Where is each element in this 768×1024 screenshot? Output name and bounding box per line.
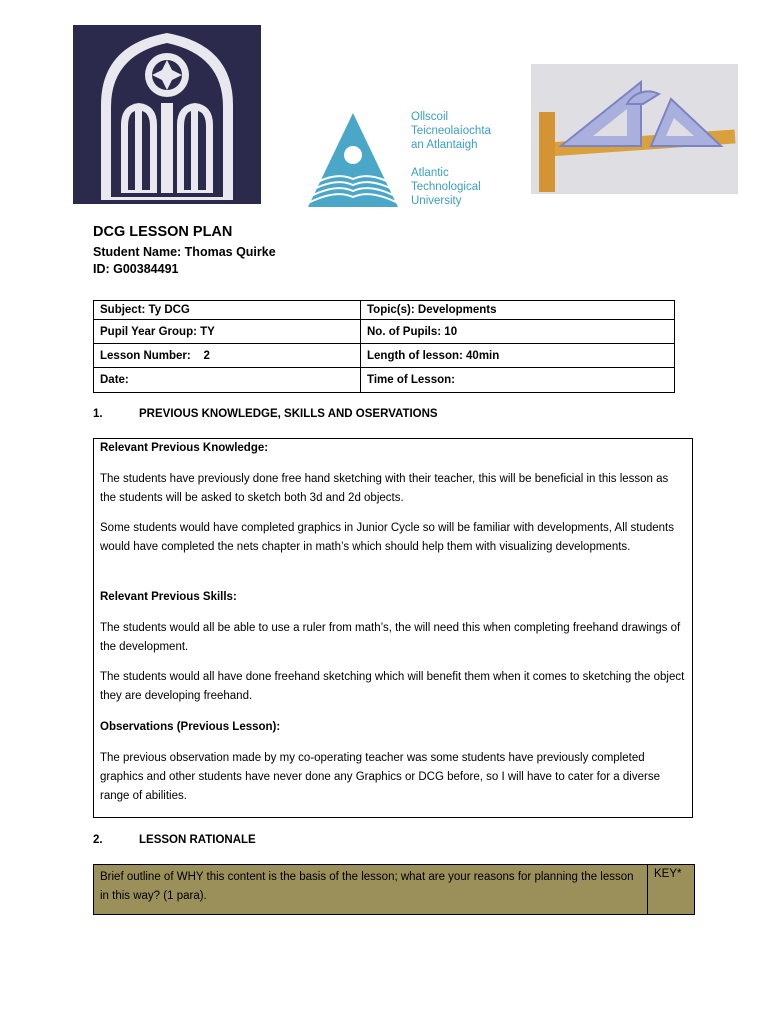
table-row xyxy=(94,368,675,393)
skills-heading: Relevant Previous Skills: xyxy=(100,591,237,603)
student-id: ID: G00384491 xyxy=(93,262,179,276)
section-1-heading xyxy=(93,408,438,420)
section-title: PREVIOUS KNOWLEDGE, SKILLS AND OSERVATIONS xyxy=(139,408,438,420)
section-title: LESSON RATIONALE xyxy=(139,834,256,846)
table-cell: Lesson Number: 2 xyxy=(94,344,361,368)
atu-text-line: Ollscoil xyxy=(411,111,449,123)
observations-paragraph: The previous observation made by my co-operating teacher was some students have previously completed graphics and other students have never done any Graphics or DCG before, so I will have to cater for a diverse range of abilities. xyxy=(100,752,660,802)
lesson-rationale-table xyxy=(93,864,695,915)
table-cell: No. of Pupils: 10 xyxy=(361,320,675,344)
atu-text-line: Teicneolaíochta xyxy=(411,125,491,137)
atu-text-line: University xyxy=(411,195,462,207)
atu-text-line: an Atlantaigh xyxy=(411,139,478,151)
key-cell: KEY* xyxy=(654,868,682,880)
table-row xyxy=(94,320,675,344)
atu-text-line: Technological xyxy=(411,181,481,193)
atu-text-line: Atlantic xyxy=(411,167,449,179)
table-cell: Pupil Year Group: TY xyxy=(94,320,361,344)
table-cell: Date: xyxy=(94,368,361,393)
previous-knowledge-box xyxy=(93,438,693,818)
section-2-heading xyxy=(93,834,256,846)
table-cell: Time of Lesson: xyxy=(361,368,675,393)
student-name: Student Name: Thomas Quirke xyxy=(93,245,276,259)
knowledge-paragraph: Some students would have completed graphics in Junior Cycle so will be familiar with developments, All students would have completed the nets chapter in math’s which should help them with visualizing developments. xyxy=(100,522,675,553)
lesson-info-table xyxy=(93,300,675,393)
knowledge-paragraph: The students have previously done free hand sketching with their teacher, this will be beneficial in this lesson as the students will be asked to sketch both 3d and 2d objects. xyxy=(100,473,669,504)
table-cell: Topic(s): Developments xyxy=(361,301,675,320)
atu-triangle-icon xyxy=(306,111,400,209)
rationale-outline-cell: Brief outline of WHY this content is the basis of the lesson; what are your reasons for planning the lesson in this way? (1 para). xyxy=(94,865,648,914)
table-cell: Subject: Ty DCG xyxy=(94,301,361,320)
skills-paragraph: The students would all be able to use a ruler from math’s, the will need this when completing freehand drawings of the development. xyxy=(100,622,681,653)
skills-paragraph: The students would all have done freehand sketching which will benefit them when it comes to sketching the object they are developing freehand. xyxy=(100,671,685,702)
section-number: 1. xyxy=(93,408,103,420)
table-cell: Length of lesson: 40min xyxy=(361,344,675,368)
table-row xyxy=(94,301,675,320)
drawing-tools-photo xyxy=(531,64,738,194)
document-title: DCG LESSON PLAN xyxy=(93,224,233,240)
atu-logo xyxy=(290,87,502,211)
table-row xyxy=(94,344,675,368)
knowledge-heading: Relevant Previous Knowledge: xyxy=(100,442,269,454)
section-number: 2. xyxy=(93,834,103,846)
observations-heading: Observations (Previous Lesson): xyxy=(100,721,281,733)
gothic-window-logo xyxy=(73,25,261,204)
